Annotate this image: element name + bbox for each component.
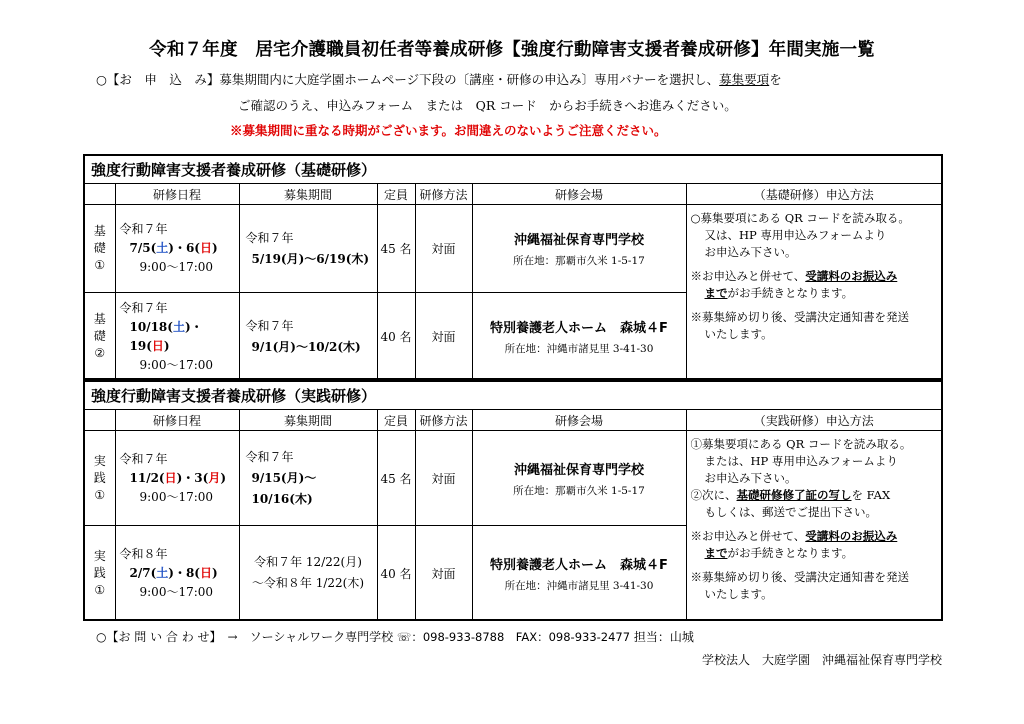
venue-cell bbox=[472, 431, 686, 526]
apply-instructions-line2: ご確認のうえ、申込みフォーム または QR コード からお手続きへお進みください。 bbox=[238, 98, 737, 113]
page-title: 令和７年度 居宅介護職員初任者等養成研修【強度行動障害支援者養成研修】年間実施一覧 bbox=[149, 40, 875, 60]
session-days: 7/5(土)・6(日) bbox=[129, 241, 218, 255]
guidelines-link-text[interactable]: 募集要項 bbox=[719, 72, 770, 87]
column-header-capacity: 定員 bbox=[377, 184, 415, 205]
practice-training-title: 強度行動障害支援者養成研修（実践研修） bbox=[85, 380, 941, 410]
inquiry-contact-person: 担当：山城 bbox=[633, 630, 694, 644]
column-header-blank bbox=[85, 184, 115, 205]
column-header-schedule: 研修日程 bbox=[115, 410, 239, 431]
table-row bbox=[85, 205, 941, 293]
column-header-capacity: 定員 bbox=[377, 410, 415, 431]
basic-apply-method: ○募集要項にある QR コードを読み取る。 又は、HP 専用申込みフォームより お申込み下さい。 ※お申込みと併せて、受講料のお振込み までがお手続きとなります。 ※募集締め切り後、受講決定通知書を発送 いたします。 bbox=[686, 205, 941, 381]
column-header-apply-method: （実践研修）申込方法 bbox=[686, 410, 941, 431]
period-range-end: 〜令和８年 1/22(木) bbox=[251, 576, 365, 591]
session-days: 11/2(日)・3(月) bbox=[129, 470, 227, 485]
table-row bbox=[85, 431, 941, 526]
period-range: 9/1(月)〜10/2(木) bbox=[251, 339, 361, 354]
capacity-cell: 40 名 bbox=[377, 526, 415, 621]
format-cell: 対面 bbox=[415, 526, 472, 621]
column-header-blank bbox=[85, 410, 115, 431]
basic-training-title: 強度行動障害支援者養成研修（基礎研修） bbox=[85, 156, 941, 184]
session-days: 2/7(土)・8(日) bbox=[129, 565, 218, 580]
column-header-format: 研修方法 bbox=[415, 410, 472, 431]
apply-instructions-line1 bbox=[96, 70, 782, 88]
capacity-cell: 45 名 bbox=[377, 431, 415, 526]
recruitment-period bbox=[239, 205, 377, 293]
basic-training-section bbox=[83, 154, 943, 380]
inquiry-label: ○【お 問 い 合 わ せ】 → ソーシャルワーク専門学校 bbox=[96, 630, 394, 644]
column-header-apply-method: （基礎研修）申込方法 bbox=[686, 184, 941, 205]
session-year: 令和７年 bbox=[119, 222, 168, 236]
column-header-period: 募集期間 bbox=[239, 410, 377, 431]
session-dates bbox=[115, 431, 239, 526]
format-cell: 対面 bbox=[415, 293, 472, 381]
venue-address: 所在地：沖縄市諸見里 3-41-30 bbox=[504, 579, 654, 592]
session-dates bbox=[115, 293, 239, 381]
session-days: 10/18(土)・19(日) bbox=[129, 319, 203, 353]
recruitment-period bbox=[239, 293, 377, 381]
venue-name: 沖縄福祉保育専門学校 bbox=[513, 233, 644, 248]
column-header-format: 研修方法 bbox=[415, 184, 472, 205]
venue-cell bbox=[472, 293, 686, 381]
venue-address: 所在地：那覇市久米 1-5-17 bbox=[513, 255, 645, 267]
overlap-notice: ※募集期間に重なる時期がございます。お間違えのないようご注意ください。 bbox=[230, 123, 667, 138]
venue-name: 特別養護老人ホーム 森城４F bbox=[490, 557, 668, 573]
period-range-start: 令和７年 12/22(月) bbox=[254, 555, 362, 570]
capacity-cell: 40 名 bbox=[377, 293, 415, 381]
session-label: 実 践 ① bbox=[85, 526, 115, 621]
session-label: 基 礎 ② bbox=[85, 293, 115, 381]
apply-instructions-text: ○【お 申 込 み】募集期間内に大庭学園ホームページ下段の〔講座・研修の申込み〕専用バナーを選択し、 bbox=[96, 72, 720, 87]
column-header-venue: 研修会場 bbox=[472, 410, 686, 431]
column-header-schedule: 研修日程 bbox=[115, 184, 239, 205]
apply-instructions-tail: を bbox=[769, 72, 782, 87]
venue-name: 沖縄福祉保育専門学校 bbox=[513, 462, 644, 478]
organization-name: 学校法人 大庭学園 沖縄福祉保育専門学校 bbox=[701, 653, 942, 667]
session-dates bbox=[115, 526, 239, 621]
capacity-cell: 45 名 bbox=[377, 205, 415, 293]
venue-address: 所在地：沖縄市諸見里 3-41-30 bbox=[504, 343, 654, 356]
practice-training-section bbox=[83, 380, 943, 621]
session-time: 9:00〜17:00 bbox=[139, 584, 214, 599]
inquiry-line bbox=[96, 628, 694, 645]
period-year: 令和７年 bbox=[245, 230, 294, 245]
practice-training-table bbox=[85, 410, 941, 621]
venue-cell bbox=[472, 526, 686, 621]
basic-training-table bbox=[85, 184, 941, 381]
period-range: 9/15(月)〜10/16(木) bbox=[251, 470, 317, 506]
session-dates bbox=[115, 205, 239, 293]
period-year: 令和７年 bbox=[245, 318, 294, 333]
session-time: 9:00〜17:00 bbox=[139, 357, 214, 372]
session-year: 令和８年 bbox=[119, 546, 168, 561]
venue-cell bbox=[472, 205, 686, 293]
practice-apply-method: ①募集要項にある QR コードを読み取る。 または、HP 専用申込みフォームより お申込み下さい。 ②次に、基礎研修修了証の写しを FAX もしくは、郵送でご提出下さい。 ※お申込みと併せて、受講料のお振込み までがお手続きとなります。 ※募集締め切り後、受講決定通知書を発送 いたします。 bbox=[686, 431, 941, 621]
recruitment-period bbox=[239, 526, 377, 621]
format-cell: 対面 bbox=[415, 205, 472, 293]
session-year: 令和７年 bbox=[119, 451, 168, 466]
recruitment-period bbox=[239, 431, 377, 526]
session-label: 実 践 ① bbox=[85, 431, 115, 526]
venue-address: 所在地：那覇市久米 1-5-17 bbox=[513, 484, 645, 497]
column-header-venue: 研修会場 bbox=[472, 184, 686, 205]
venue-name: 特別養護老人ホーム 森城４F bbox=[490, 321, 668, 337]
period-range: 5/19(月)〜6/19(木) bbox=[251, 251, 370, 266]
period-year: 令和７年 bbox=[245, 449, 294, 464]
session-time: 9:00〜17:00 bbox=[139, 489, 214, 504]
session-label: 基 礎 ① bbox=[85, 205, 115, 293]
session-year: 令和７年 bbox=[119, 300, 168, 315]
format-cell: 対面 bbox=[415, 431, 472, 526]
column-header-period: 募集期間 bbox=[239, 184, 377, 205]
inquiry-phone-fax: ☏：098-933-8788 FAX：098-933-2477 bbox=[396, 630, 631, 644]
session-time: 9:00〜17:00 bbox=[139, 260, 214, 274]
